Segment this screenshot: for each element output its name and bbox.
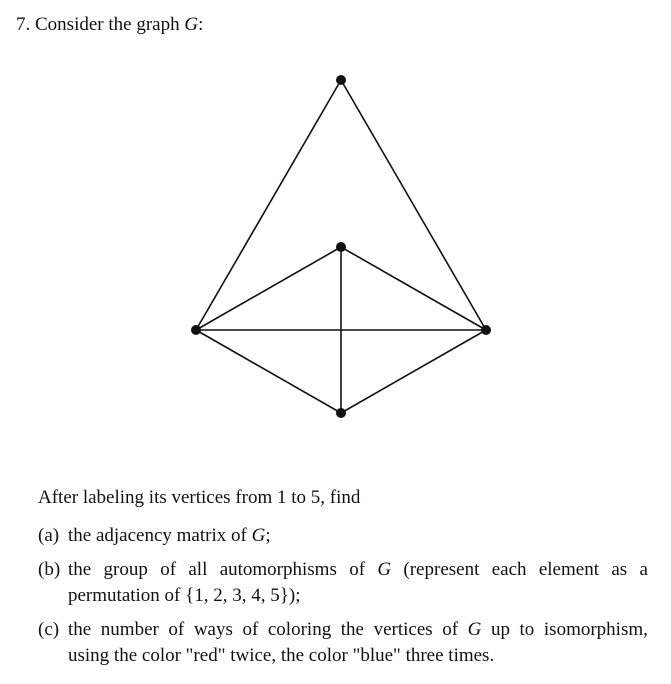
heading-colon: : xyxy=(198,14,204,35)
edge-top-left xyxy=(196,80,341,330)
part-c-word: the xyxy=(68,619,92,640)
part-c-word: isomorphism, xyxy=(543,619,648,640)
part-c-word: of xyxy=(242,619,259,640)
graph-symbol: G xyxy=(184,14,199,35)
problem-lead-text: Consider the graph xyxy=(35,14,180,35)
part-b-word: each xyxy=(491,559,527,580)
part-b-line-1 xyxy=(68,557,648,583)
part-b-body xyxy=(68,557,648,609)
part-b-line-2: permutation of {1, 2, 3, 4, 5}); xyxy=(68,585,301,606)
vertex-left xyxy=(191,325,201,335)
vertex-right xyxy=(481,325,491,335)
part-a-letter: (a) xyxy=(38,525,60,546)
part-b-word: element xyxy=(538,559,599,580)
part-c-word: the xyxy=(340,619,364,640)
vertex-inner-top xyxy=(336,242,346,252)
part-c-word: vertices xyxy=(373,619,433,640)
part-c-word: coloring xyxy=(267,619,332,640)
part-a-text: the adjacency matrix of xyxy=(68,525,247,546)
edge-top-right xyxy=(341,80,486,330)
part-b-word: a xyxy=(639,559,648,580)
part-c-body xyxy=(68,617,648,669)
vertex-top xyxy=(336,75,346,85)
part-a-symbol: G xyxy=(251,525,266,546)
part-b xyxy=(38,557,648,609)
vertex-bottom xyxy=(336,408,346,418)
part-a xyxy=(38,523,648,549)
part-c-word: of xyxy=(168,619,185,640)
part-c-word: to xyxy=(519,619,535,640)
part-c-word: ways xyxy=(193,619,233,640)
edge-inner-top-right xyxy=(341,247,486,330)
part-c-word: up xyxy=(490,619,510,640)
part-c-word: number xyxy=(100,619,159,640)
part-a-body xyxy=(68,523,648,549)
part-b-letter: (b) xyxy=(38,559,61,580)
edge-inner-top-left xyxy=(196,247,341,330)
edge-left-bottom xyxy=(196,330,341,413)
part-c-line-2: using the color "red" twice, the color "blue" three times. xyxy=(68,645,495,666)
part-c xyxy=(38,617,648,669)
part-b-word: automorphisms xyxy=(219,559,337,580)
problem-number: 7. xyxy=(16,14,31,35)
part-a-punct: ; xyxy=(265,525,271,546)
part-c-letter: (c) xyxy=(38,619,60,640)
part-b-word: G xyxy=(377,559,392,580)
part-b-word: the xyxy=(68,559,92,580)
part-c-word: G xyxy=(467,619,482,640)
part-b-word: of xyxy=(349,559,366,580)
part-b-word: all xyxy=(188,559,208,580)
part-b-word: of xyxy=(160,559,177,580)
part-b-word: as xyxy=(611,559,628,580)
part-b-word: (represent xyxy=(403,559,480,580)
part-c-word: of xyxy=(442,619,459,640)
part-c-line-1 xyxy=(68,617,648,643)
edge-right-bottom xyxy=(341,330,486,413)
intro-text: After labeling its vertices from 1 to 5, find xyxy=(38,487,361,508)
part-b-word: group xyxy=(103,559,148,580)
